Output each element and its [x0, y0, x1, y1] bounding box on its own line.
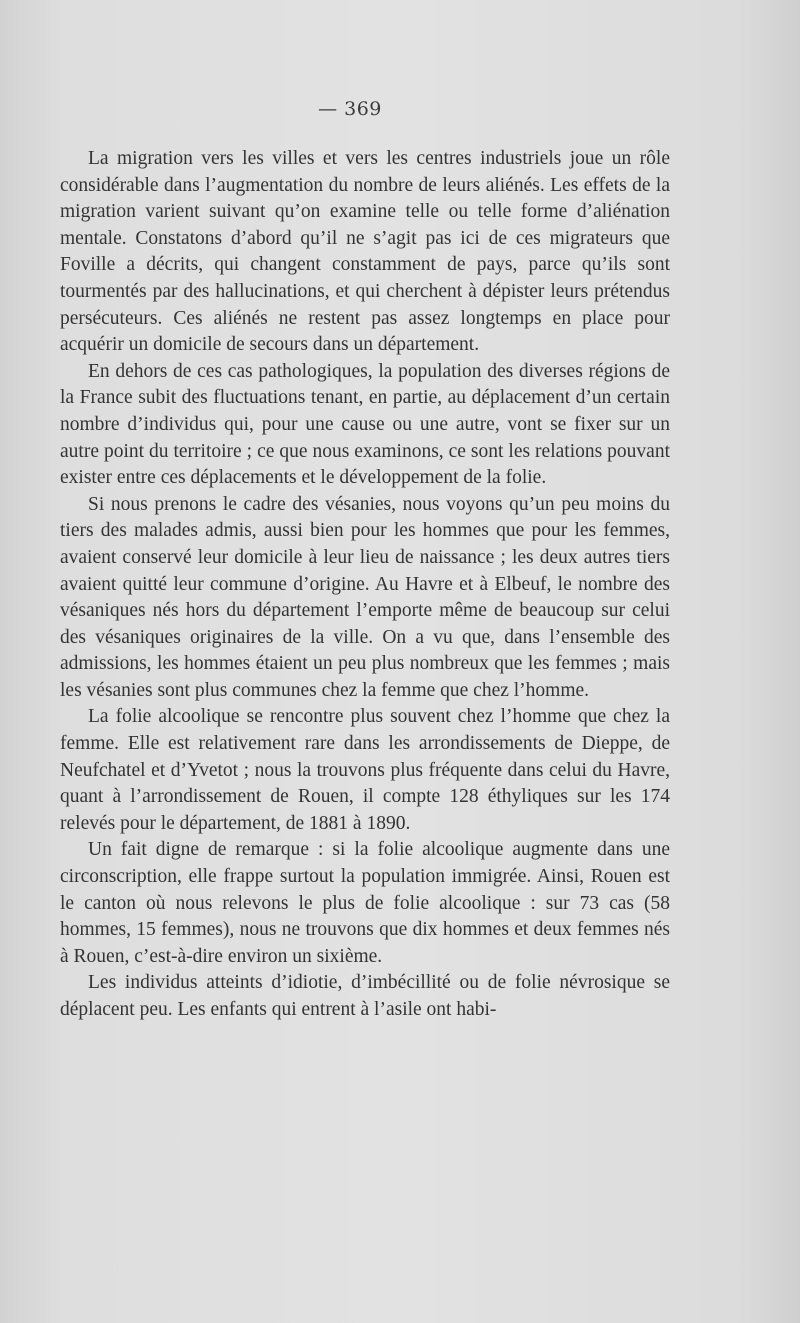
- paragraph-alcoholic-madness: La folie alcoolique se rencontre plus souvent chez l’homme que chez la femme. Elle est relativement rare dans les arrondissements de Dieppe, de Neufchatel et d’Yvetot ; nous la trouvons plus fréquente dans celui du Havre, quant à l’arrondissement de Rouen, il compte 128 éthyliques sur les 174 relevés pour le département, de 1881 à 1890.: [60, 706, 670, 834]
- paragraph-remarkable-fact: Un fait digne de remarque : si la folie alcoolique augmente dans une circonscription, elle frappe surtout la population immigrée. Ainsi, Rouen est le canton où nous relevons le plus de folie alcoolique : sur 73 cas (58 hommes, 15 femmes), nous ne trouvons que dix hommes et deux femmes nés à Rouen, c’est-à-dire environ un sixième.: [60, 839, 670, 967]
- paragraph-pathological-cases: En dehors de ces cas pathologiques, la population des diverses régions de la France subit des fluctuations tenant, en partie, au déplacement d’un certain nombre d’individus qui, pour une cause ou une autre, vont se fixer sur un autre point du territoire ; ce que nous examinons, ce sont les relations pouvant exister entre ces déplacements et le développement de la folie.: [60, 360, 670, 489]
- body-text: [60, 146, 670, 1024]
- paragraph-vesanies: Si nous prenons le cadre des vésanies, nous voyons qu’un peu moins du tiers des malades admis, aussi bien pour les hommes que pour les femmes, avaient conservé leur domicile à leur lieu de naissance ; les deux autres tiers avaient quitté leur commune d’origine. Au Havre et à Elbeuf, le nombre des vésaniques nés hors du département l’emporte même de beaucoup sur celui des vésaniques originaires de la ville. On a vu que, dans l’ensemble des admissions, les hommes étaient un peu plus nombreux que les femmes ; mais les vésanies sont plus communes chez la femme que chez l’homme.: [60, 493, 670, 701]
- paragraph-migration: La migration vers les villes et vers les centres industriels joue un rôle considérable dans l’augmentation du nombre de leurs aliénés. Les effets de la migration varient suivant qu’on examine telle ou telle forme d’aliénation mentale. Constatons d’abord qu’il ne s’agit pas ici de ces migrateurs que Foville a décrits, qui changent constamment de pays, parce qu’ils sont tourmentés par des hallucinations, et qui cherchent à dépister leurs prétendus persécuteurs. Ces aliénés ne restent pas assez longtemps en place pour acquérir un domicile de secours dans un département.: [60, 148, 670, 356]
- paragraph-idiocy: Les individus atteints d’idiotie, d’imbécillité ou de folie névrosique se déplacent peu. Les enfants qui entrent à l’asile ont habi-: [60, 972, 670, 1020]
- page-number: — 369: [318, 98, 382, 120]
